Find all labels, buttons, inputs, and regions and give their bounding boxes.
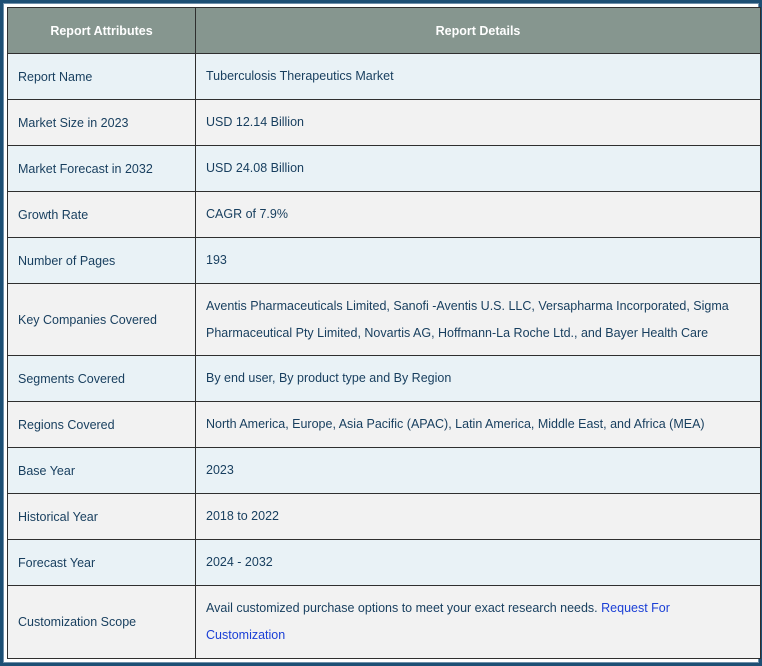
table-row bbox=[8, 494, 761, 540]
row-value: North America, Europe, Asia Pacific (APAC), Latin America, Middle East, and Africa (MEA) bbox=[196, 402, 761, 448]
row-value: 2018 to 2022 bbox=[196, 494, 761, 540]
table-row bbox=[8, 402, 761, 448]
row-value bbox=[196, 586, 761, 659]
row-value: Tuberculosis Therapeutics Market bbox=[196, 54, 761, 100]
row-attribute: Number of Pages bbox=[8, 238, 196, 284]
row-value: 193 bbox=[196, 238, 761, 284]
row-value: 2023 bbox=[196, 448, 761, 494]
header-report-details: Report Details bbox=[196, 8, 761, 54]
table-row bbox=[8, 448, 761, 494]
row-attribute: Customization Scope bbox=[8, 586, 196, 659]
row-attribute: Market Size in 2023 bbox=[8, 100, 196, 146]
row-attribute: Regions Covered bbox=[8, 402, 196, 448]
table-row bbox=[8, 192, 761, 238]
table-row bbox=[8, 146, 761, 192]
customization-text: Avail customized purchase options to meet your exact research needs. bbox=[206, 601, 598, 615]
report-attributes-table bbox=[7, 7, 761, 659]
row-value: 2024 - 2032 bbox=[196, 540, 761, 586]
row-attribute: Market Forecast in 2032 bbox=[8, 146, 196, 192]
row-value: USD 24.08 Billion bbox=[196, 146, 761, 192]
row-value: By end user, By product type and By Region bbox=[196, 356, 761, 402]
table-row bbox=[8, 356, 761, 402]
row-value: Aventis Pharmaceuticals Limited, Sanofi -Aventis U.S. LLC, Versapharma Incorporated, Sigma Pharmaceutical Pty Limited, Novartis AG, Hoffmann-La Roche Ltd., and Bayer Health Care bbox=[196, 284, 761, 356]
row-attribute: Forecast Year bbox=[8, 540, 196, 586]
row-value: USD 12.14 Billion bbox=[196, 100, 761, 146]
request-customization-link[interactable]: Request For Customization bbox=[206, 601, 670, 642]
row-attribute: Growth Rate bbox=[8, 192, 196, 238]
row-attribute: Historical Year bbox=[8, 494, 196, 540]
row-value: CAGR of 7.9% bbox=[196, 192, 761, 238]
row-attribute: Key Companies Covered bbox=[8, 284, 196, 356]
row-attribute: Base Year bbox=[8, 448, 196, 494]
table-row bbox=[8, 284, 761, 356]
table-row bbox=[8, 54, 761, 100]
table-header-row bbox=[8, 8, 761, 54]
table-row bbox=[8, 540, 761, 586]
table-row bbox=[8, 100, 761, 146]
row-attribute: Segments Covered bbox=[8, 356, 196, 402]
table-row bbox=[8, 586, 761, 659]
row-attribute: Report Name bbox=[8, 54, 196, 100]
header-report-attributes: Report Attributes bbox=[8, 8, 196, 54]
table-row bbox=[8, 238, 761, 284]
